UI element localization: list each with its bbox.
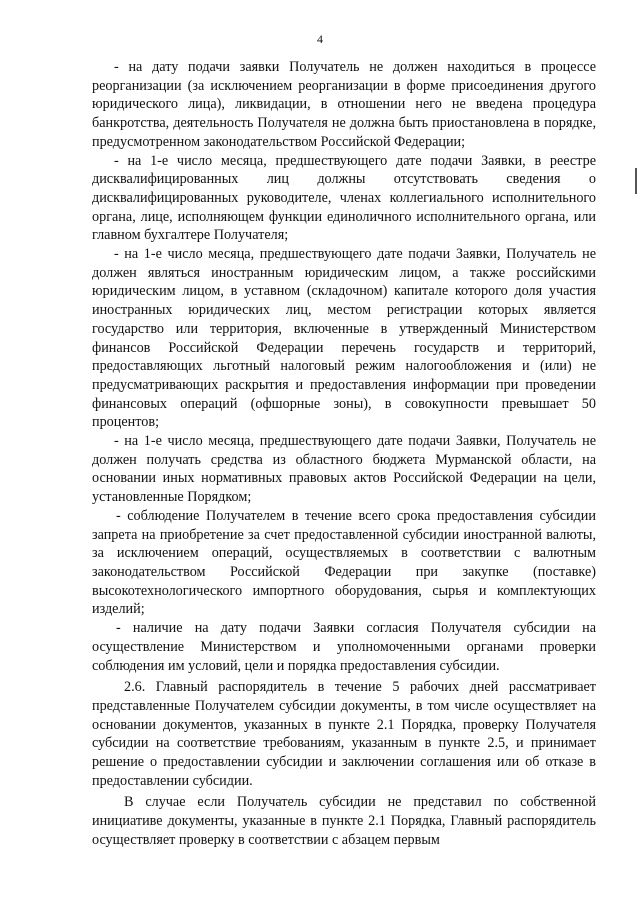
paragraph-regional-budget-requirement: - на 1-е число месяца, предшествующего дате подачи Заявки, Получатель не должен получать средства из областного бюджета Мурманской области, на основании иных нормативных правовых актов Российской Федерации на цели, установленные Порядком; <box>92 433 596 506</box>
paragraph-own-initiative-check: В случае если Получатель субсидии не представил по собственной инициативе документы, указанные в пункте 2.1 Порядка, Главный распорядитель осуществляет проверку в соответствии с абзацем первым <box>92 794 596 848</box>
paragraph-section-2-6: 2.6. Главный распорядитель в течение 5 рабочих дней рассматривает представленные Получателем субсидии документы, в том числе осуществляет на основании документов, указанных в пункте 2.1 Порядка, проверку Получателя субсидии на соответствие требованиям, указанным в пункте 2.5, и принимает решение о предоставлении субсидии и заключении соглашения или об отказе в предоставлении субсидии. <box>92 679 596 789</box>
paragraph-currency-prohibition: - соблюдение Получателем в течение всего срока предоставления субсидии запрета на приобретение за счет предоставленной субсидии иностранной валюты, за исключением операций, осуществляемых в соответствии с валютным законодательством Российской Федерации при закупке (поставке) высокотехнологического импортного оборудования, сырья и комплектующих изделий; <box>92 507 596 618</box>
paragraph-inspection-consent: - наличие на дату подачи Заявки согласия Получателя субсидии на осуществление Министерством и уполномоченными органами проверки соблюдения им условий, цели и порядка предоставления субсидии. <box>92 620 596 674</box>
margin-mark <box>635 168 637 194</box>
page-number: 4 <box>317 32 323 46</box>
paragraph-foreign-entity-requirement: - на 1-е число месяца, предшествующего дате подачи Заявки, Получатель не должен являться иностранным юридическим лицом, а также российскими юридическим лицом, в уставном (складочном) капитале которого доля участия иностранных юридических лиц, местом регистрации которых является государство или территория, включенные в утвержденный Министерством финансов Российской Федерации перечень государств и территорий, предоставляющих льготный налоговый режим налогообложения и (или) не предусматривающих раскрытия и предоставления информации при проведении финансовых операций (офшорные зоны), в совокупности превышает 50 процентов; <box>92 246 596 431</box>
paragraph-reorganization-requirement: - на дату подачи заявки Получатель не должен находиться в процессе реорганизации (за исключением реорганизации в форме присоединения другого юридического лица), ликвидации, в отношении него не введена процедура банкротства, деятельность Получателя не должна быть приостановлена в порядке, предусмотренном законодательством Российской Федерации; <box>92 59 596 150</box>
paragraph-disqualified-persons-requirement: - на 1-е число месяца, предшествующего дате подачи Заявки, в реестре дисквалифицированных лиц должны отсутствовать сведения о дисквалифицированных руководителе, членах коллегиального исполнительного органа, лице, исполняющем функции единоличного исполнительного органа, или главном бухгалтере Получателя; <box>92 152 596 244</box>
document-body <box>92 58 596 850</box>
